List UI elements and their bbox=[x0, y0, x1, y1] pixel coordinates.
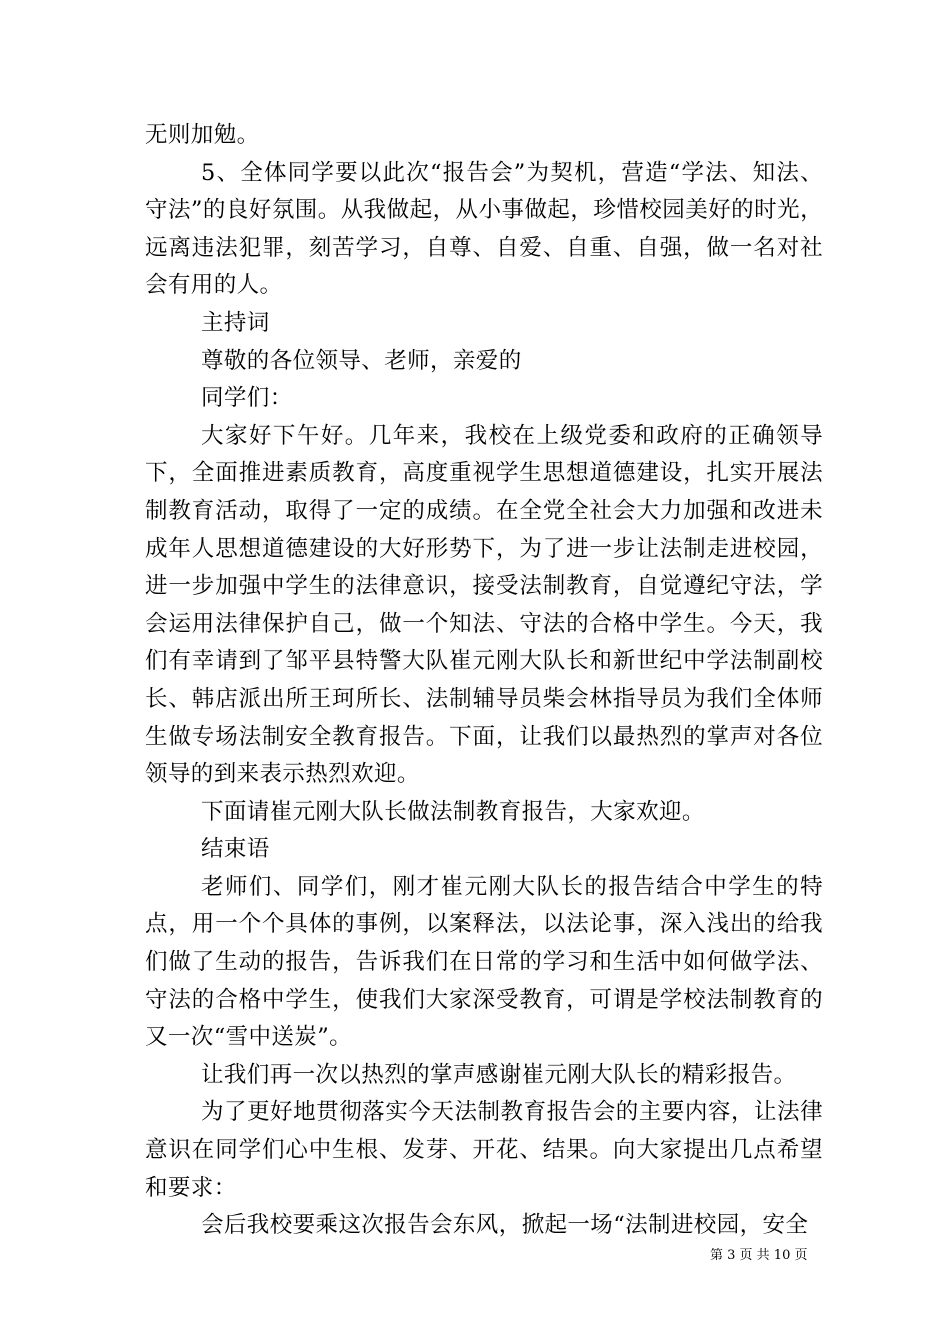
paragraph-opening: 大家好下午好。几年来，我校在上级党委和政府的正确领导下，全面推进素质教育，高度重视学生思想道德建设，扎实开展法制教育活动，取得了一定的成绩。在全党全社会大力加强和改进未成年人思想道德建设的大好形势下，为了进一步让法制走进校园，进一步加强中学生的法律意识，接受法制教育，自觉遵纪守法，学会运用法律保护自己，做一个知法、守法的合格中学生。今天，我们有幸请到了邹平县特警大队崔元刚大队长和新世纪中学法制副校长、韩店派出所王珂所长、法制辅导员柴会林指导员为我们全体师生做专场法制安全教育报告。下面，让我们以最热烈的掌声对各位领导的到来表示热烈欢迎。 bbox=[145, 422, 823, 788]
paragraph-students: 同学们： bbox=[201, 385, 293, 412]
paragraph-greeting: 尊敬的各位领导、老师，亲爱的 bbox=[201, 347, 522, 374]
paragraph-1: 无则加勉。 bbox=[145, 122, 260, 148]
paragraph-after-meeting: 会后我校要乘这次报告会东风，掀起一场“法制进校园，安全 bbox=[201, 1212, 809, 1239]
section-heading-closing: 结束语 bbox=[201, 836, 270, 863]
paragraph-invite: 下面请崔元刚大队长做法制教育报告，大家欢迎。 bbox=[201, 798, 705, 825]
section-heading-host-speech: 主持词 bbox=[201, 309, 270, 336]
page-number: 第 3 页 共 10 页 bbox=[710, 1248, 808, 1263]
paragraph-closing-summary: 老师们、同学们，刚才崔元刚大队长的报告结合中学生的特点，用一个个具体的事例，以案释法，以法论事，深入浅出的给我们做了生动的报告，告诉我们在日常的学习和生活中如何做学法、守法的合格中学生，使我们大家深受教育，可谓是学校法制教育的又一次“雪中送炭”。 bbox=[145, 873, 823, 1051]
paragraph-requirements: 为了更好地贯彻落实今天法制教育报告会的主要内容，让法律意识在同学们心中生根、发芽、开花、结果。向大家提出几点希望和要求： bbox=[145, 1099, 823, 1201]
document-body bbox=[145, 117, 823, 1245]
paragraph-thanks: 让我们再一次以热烈的掌声感谢崔元刚大队长的精彩报告。 bbox=[201, 1061, 797, 1088]
paragraph-2: 5、全体同学要以此次“报告会”为契机，营造“学法、知法、守法”的良好氛围。从我做起，从小事做起，珍惜校园美好的时光，远离违法犯罪，刻苦学习，自尊、自爱、自重、自强，做一名对社会有用的人。 bbox=[145, 159, 823, 299]
